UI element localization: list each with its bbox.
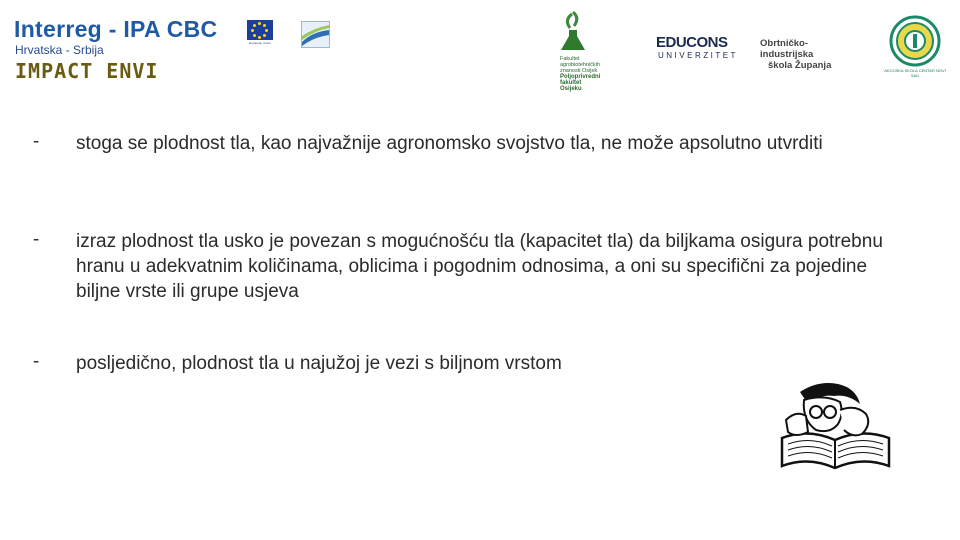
faculty-line-1: Fakultet agrobiotehničkih — [560, 56, 601, 68]
faculty-text — [560, 56, 620, 92]
flask-plant-icon — [558, 10, 588, 54]
bullet-text: posljedično, plodnost tla u najužoj je vezi s biljnom vrstom — [76, 353, 562, 374]
reading-person-icon — [778, 380, 893, 472]
educons-logo — [656, 34, 738, 64]
interreg-subtitle: Hrvatska - Srbija — [15, 43, 104, 57]
bullet-marker: - — [33, 229, 40, 250]
school-line-2: škola Županja — [768, 60, 832, 71]
educons-name: EDUCONS — [656, 34, 728, 51]
faculty-line-2: znanosti Osijek — [560, 68, 598, 74]
programme-flag-icon — [301, 21, 330, 48]
interreg-logo — [14, 16, 324, 82]
interreg-title: Interreg - IPA CBC — [14, 16, 218, 42]
school-line-1: Obrtničko-industrijska — [760, 38, 814, 60]
eu-caption: European Union — [249, 41, 271, 45]
school-logo — [760, 38, 860, 71]
bullet-marker: - — [33, 351, 40, 372]
eu-flag-icon — [247, 20, 273, 40]
faculty-name: Poljoprivredni fakultet — [560, 74, 601, 86]
bullet-text: stoga se plodnost tla, kao najvažnije agronomsko svojstvo tla, ne može apsolutno utvrditi — [76, 133, 823, 154]
project-name: IMPACT ENVI — [15, 59, 159, 83]
faculty-logo — [556, 10, 620, 92]
seal-logo — [884, 14, 946, 82]
faculty-city: Osijeku — [560, 86, 582, 92]
bullet-marker: - — [33, 131, 40, 152]
bullet-text: izraz plodnost tla usko je povezan s mogućnošću tla (kapacitet tla) da biljkama osigura potrebnu hranu u adekvatnim količinama, oblicima i pogodnim odnosima, a oni su specifični za pojedine biljne vrste ili grupe usjeva — [76, 231, 883, 302]
educons-subtitle: UNIVERZITET — [658, 51, 738, 60]
seal-caption: AKCIJSKA SKOLA CENTAR NOVI SAD — [884, 68, 946, 78]
round-seal-icon — [884, 14, 946, 68]
